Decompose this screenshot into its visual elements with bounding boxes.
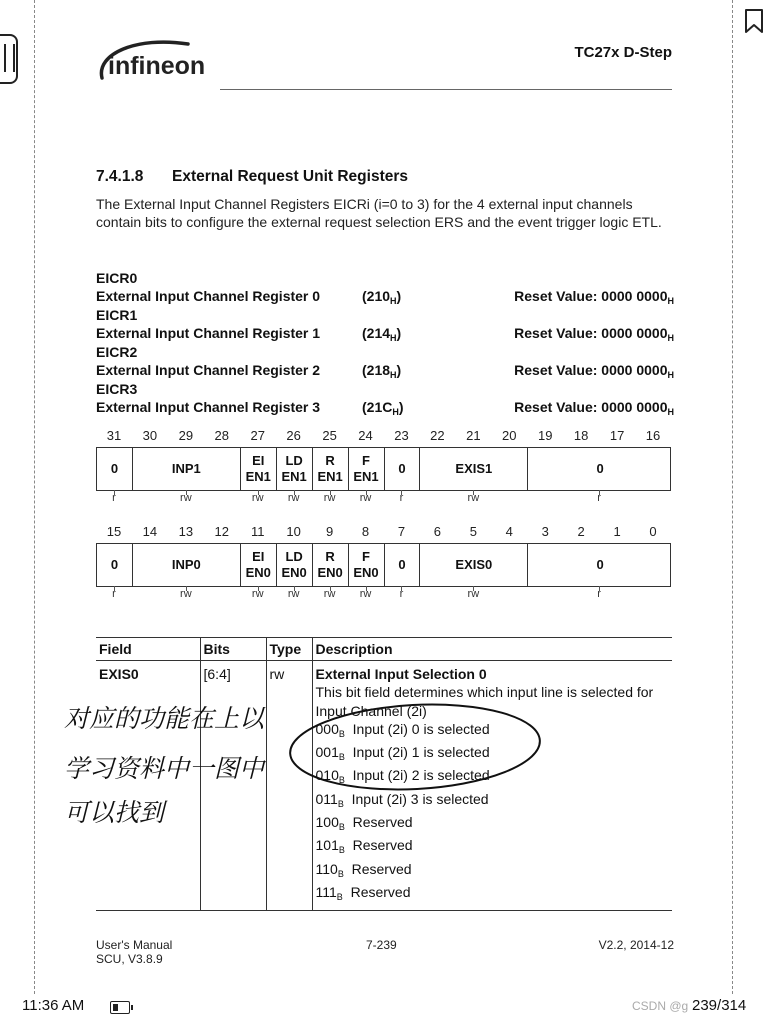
bit-number: 24 [358,428,373,443]
bit-number: 20 [502,428,517,443]
header-field: Field [96,638,200,661]
access-row-upper [96,492,674,506]
access-tick [401,586,402,591]
bit-number: 30 [142,428,158,443]
bit-number: 8 [361,524,370,539]
bit-field-cell: EI EN1 [241,448,277,490]
bit-number: 4 [505,524,513,539]
page-indicator[interactable]: 239/314 [692,997,747,1014]
bit-number: 2 [577,524,585,539]
field-name: EXIS0 [96,661,200,911]
bit-number: 9 [325,524,334,539]
access-label: rw [287,588,300,600]
side-menu-handle[interactable] [0,34,18,84]
bit-number: 27 [250,428,265,443]
bit-field-cell: LD EN1 [277,448,313,490]
bit-field-cell: 0 [97,448,133,490]
access-label: r [399,588,404,600]
footer-revision: V2.2, 2014-12 [598,938,674,952]
bit-number: 18 [573,428,589,443]
handwriting-line-2: 学习资料中一图中 [64,754,265,783]
bit-number: 6 [433,524,442,539]
register-line [96,399,674,417]
register-short-name: EICR0 [96,270,138,286]
status-time: 11:36 AM [22,997,85,1014]
list-item: $100_B$ Reserved [315,814,413,833]
footer-page-number: 7-239 [366,938,397,952]
access-tick [114,586,115,591]
footer-version: SCU, V3.8.9 [96,952,163,966]
access-tick [366,490,367,495]
bit-number: 16 [645,428,661,443]
list-item: $110_B$ Reserved [315,860,412,879]
field-table-header [96,638,672,661]
header-bits: Bits [200,638,266,661]
bookmark-icon[interactable] [744,8,764,34]
bit-number: 10 [286,524,301,539]
description-title: External Input Selection 0 [315,666,487,682]
list-item: $010_B$ Input (2i) 2 is selected [315,767,490,786]
access-tick [258,490,259,495]
access-tick [366,586,367,591]
access-tick [330,586,331,591]
logo-wordmark: infineon [108,52,206,80]
bit-number: 7 [397,524,406,539]
section-title: External Request Unit Registers [172,168,409,185]
access-label: rw [323,588,336,600]
bit-number: 12 [214,524,230,539]
register-address: $(218_H)$ [362,362,402,380]
register-address: $(214_H)$ [362,325,402,343]
bit-field-cell: EXIS0 [420,544,528,586]
bit-field-cell: LD EN0 [277,544,313,586]
access-label: r [597,588,601,600]
list-item: $111_B$ Reserved [315,883,411,902]
register-bitmap-upper [96,447,671,491]
footer-left [96,938,172,966]
access-label: rw [287,492,300,504]
access-tick [599,586,600,591]
bit-number: 11 [250,524,265,539]
register-reset-value: Reset Value: 0000 $0000_H$ [514,288,674,306]
bit-number: 31 [106,428,122,443]
bit-numbers-upper [96,428,674,444]
access-label: rw [323,492,336,504]
access-tick [186,586,187,591]
access-tick [401,490,402,495]
document-title: TC27x D-Step [574,44,672,61]
bit-field-cell: 0 [385,448,421,490]
access-label: r [597,492,601,504]
access-label: rw [180,492,192,504]
register-bitmap-lower [96,543,671,587]
register-address: $(21C_H)$ [362,399,404,417]
access-tick [186,490,187,495]
register-long-name: External Input Channel Register 1 [96,325,321,341]
list-item: $011_B$ Input (2i) 3 is selected [315,790,489,809]
register-line [96,288,674,306]
bit-field-cell: INP1 [133,448,241,490]
section-number: 7.4.1.8 [96,168,144,185]
header-type: Type [266,638,312,661]
bit-field-cell: 0 [596,461,604,476]
access-tick [294,490,295,495]
bit-field-cell: R EN0 [313,544,349,586]
description-text: This bit field determines which input line is selected for Input Channel (2i) [315,684,654,719]
bit-number: 19 [537,428,553,443]
bit-field-cell: F EN0 [349,544,385,586]
left-margin-guide [34,0,35,994]
header-divider [220,89,672,90]
csdn-watermark: CSDN @g [632,999,689,1013]
battery-icon [110,1001,130,1014]
bit-number: 0 [649,524,657,539]
bit-number: 29 [178,428,194,443]
circle-annotation [288,699,542,796]
access-label: r [399,492,404,504]
register-long-name: External Input Channel Register 3 [96,399,321,415]
bit-number: 22 [430,428,445,443]
access-tick [258,586,259,591]
access-label: rw [251,492,264,504]
bit-number: 25 [322,428,337,443]
access-tick [473,490,474,495]
access-label: r [112,588,116,600]
bit-number: 13 [178,524,194,539]
bit-number: 14 [142,524,158,539]
access-tick [294,586,295,591]
bit-field-cell: EXIS1 [420,448,528,490]
list-item: $000_B$ Input (2i) 0 is selected [315,720,490,739]
bit-field-cell: 0 [97,544,133,586]
bit-field-cell: F EN1 [349,448,385,490]
handwriting-line-3: 可以找到 [64,798,165,827]
section-heading [96,168,408,186]
field-type: rw [266,661,312,911]
register-reset-value: Reset Value: 0000 $0000_H$ [514,399,674,417]
handwriting-line-1: 对应的功能在上以 [64,704,265,733]
access-label: rw [467,492,480,504]
register-line [96,362,674,380]
bit-field-cell: 0 [385,544,421,586]
access-tick [114,490,115,495]
register-reset-value: Reset Value: 0000 $0000_H$ [514,362,674,380]
field-bits: [6:4] [200,661,266,911]
section-intro: The External Input Channel Registers EICRi (i=0 to 3) for the 4 external input channels contain bits to configure the external request selection ERS and the event trigger logic ETL. [96,196,662,230]
access-tick [330,490,331,495]
register-short-name: EICR2 [96,344,138,360]
access-label: rw [467,588,480,600]
access-label: rw [251,588,264,600]
bit-field-cell: 0 [596,557,604,572]
list-item: $101_B$ Reserved [315,837,413,856]
bit-number: 15 [106,524,122,539]
access-tick [599,490,600,495]
register-short-name: EICR3 [96,381,138,397]
bit-number: 3 [541,524,549,539]
register-reset-value: Reset Value: 0000 $0000_H$ [514,325,674,343]
access-tick [473,586,474,591]
register-long-name: External Input Channel Register 2 [96,362,321,378]
right-margin-guide [732,0,733,994]
bit-number: 17 [609,428,625,443]
list-item: $001_B$ Input (2i) 1 is selected [315,744,490,763]
bit-number: 1 [613,524,621,539]
register-long-name: External Input Channel Register 0 [96,288,321,304]
register-address: $(210_H)$ [362,288,402,306]
infineon-logo [96,34,226,94]
bit-field-cell: EI EN0 [241,544,277,586]
access-label: rw [359,492,372,504]
bit-number: 26 [286,428,301,443]
header-description: Description [312,638,672,661]
handwritten-annotation [60,695,550,835]
access-row-lower [96,588,674,602]
bit-numbers-lower [96,524,674,540]
access-label: rw [359,588,372,600]
bit-field-cell: R EN1 [313,448,349,490]
footer-manual: User's Manual [96,938,173,952]
bit-number: 21 [466,428,481,443]
access-label: r [112,492,116,504]
register-short-name: EICR1 [96,307,138,323]
bit-number: 28 [214,428,230,443]
bit-number: 5 [469,524,477,539]
bit-number: 23 [394,428,409,443]
register-line [96,325,674,343]
bit-field-cell: INP0 [133,544,241,586]
access-label: rw [180,588,192,600]
